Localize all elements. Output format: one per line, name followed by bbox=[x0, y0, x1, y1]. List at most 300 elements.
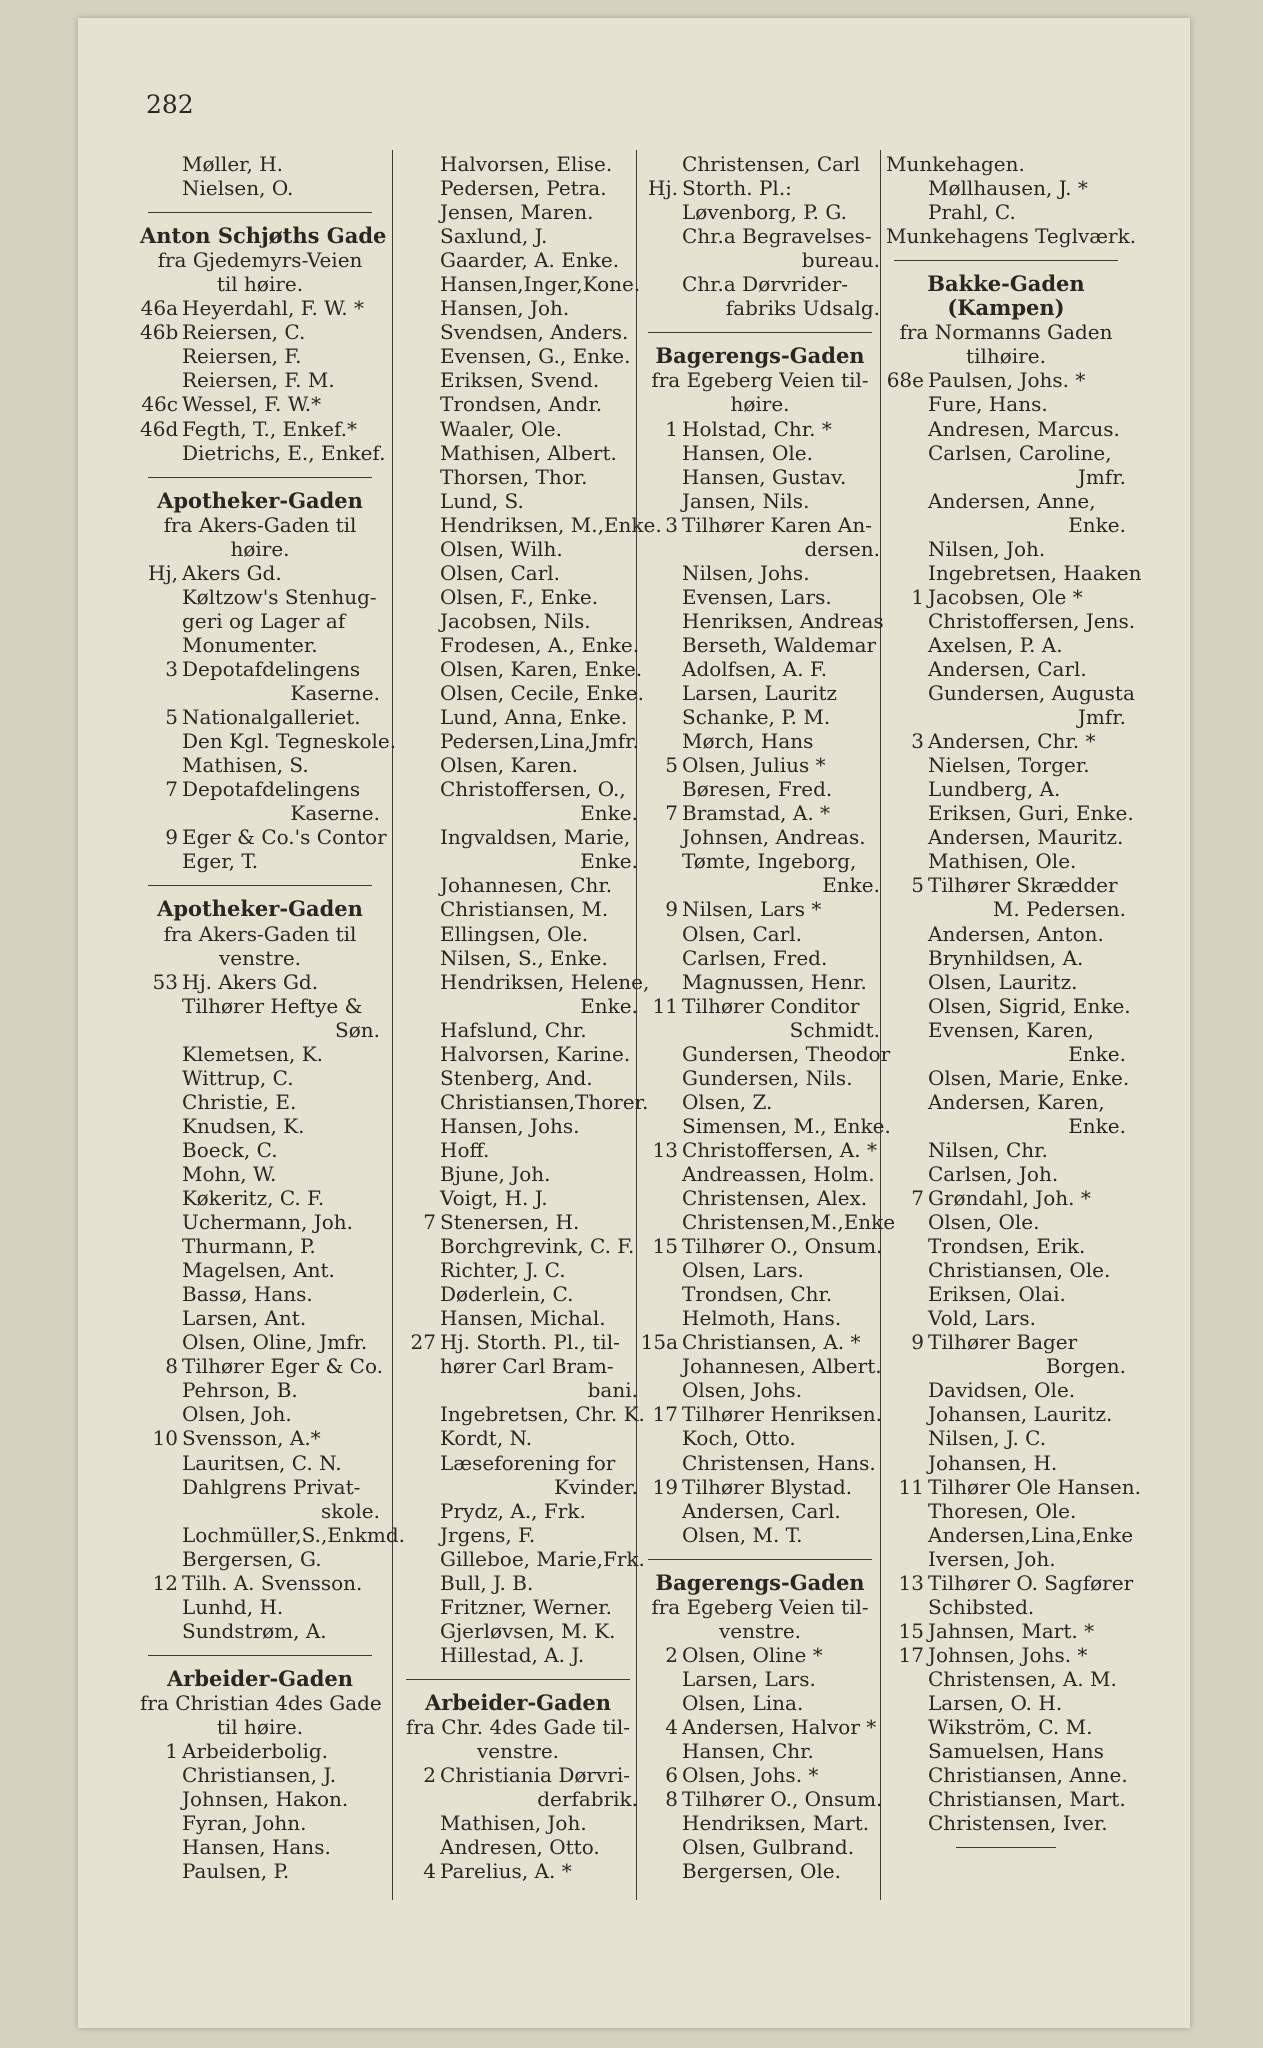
resident-name: Hillestad, A. J. bbox=[440, 1642, 585, 1667]
house-number: 7 bbox=[165, 777, 178, 802]
page-number: 282 bbox=[146, 90, 194, 119]
resident-name: Olsen, Z. bbox=[682, 1089, 773, 1114]
resident-name: Andersen, Chr. * bbox=[928, 729, 1096, 754]
resident-name: Samuelsen, Hans bbox=[928, 1739, 1104, 1764]
resident-name: Eger & Co.'s Contor bbox=[182, 825, 387, 850]
resident-name: Hj. Akers Gd. bbox=[182, 969, 319, 994]
house-number: 15 bbox=[652, 1234, 678, 1259]
street-heading: Arbeider-Gaden bbox=[166, 1665, 354, 1691]
resident-name: Olsen, Karen. bbox=[440, 753, 578, 778]
resident-name: Christoffersen, O., bbox=[440, 777, 626, 802]
section-divider bbox=[640, 320, 880, 344]
resident-name: Dahlgrens Privat- bbox=[182, 1474, 361, 1499]
street-heading: Arbeider-Gaden bbox=[424, 1690, 612, 1715]
house-entry bbox=[398, 1210, 638, 1234]
resident-name: Olsen, Carl. bbox=[440, 560, 561, 585]
resident-name: Chr.a Begravelses- bbox=[682, 224, 872, 249]
entry-continuation: Enke. bbox=[1068, 1113, 1126, 1138]
house-entry bbox=[140, 1571, 380, 1595]
resident-name: Parelius, A. * bbox=[440, 1859, 572, 1884]
resident-name: Hafslund, Chr. bbox=[440, 1017, 587, 1042]
resident-name: Johansen, Lauritz. bbox=[928, 1402, 1113, 1427]
house-entry bbox=[140, 320, 380, 344]
resident-name: Prahl, C. bbox=[928, 200, 1016, 225]
resident-name: Fegth, T., Enkef.* bbox=[182, 416, 358, 441]
street-direction: tilhøire. bbox=[966, 344, 1046, 369]
section-divider bbox=[398, 1667, 638, 1691]
house-number: 8 bbox=[165, 1354, 178, 1379]
resident-name: Hansen, Johs. bbox=[440, 1113, 580, 1138]
resident-name: Larsen, Lars. bbox=[682, 1666, 816, 1691]
resident-name: Berseth, Waldemar bbox=[682, 632, 877, 657]
street-heading: Bagerengs-Gaden bbox=[655, 1569, 865, 1595]
resident-name: Nilsen, Lars * bbox=[682, 897, 822, 922]
house-entry bbox=[640, 897, 880, 921]
entry-continuation: bani. bbox=[587, 1378, 638, 1403]
house-entry bbox=[140, 392, 380, 416]
resident-name: Wittrup, C. bbox=[182, 1065, 294, 1090]
entry-continuation: Enke. bbox=[580, 801, 638, 826]
resident-name: Vold, Lars. bbox=[928, 1306, 1036, 1331]
house-entry bbox=[640, 994, 880, 1018]
house-entry bbox=[398, 1859, 638, 1883]
resident-name: Olsen, Lars. bbox=[682, 1258, 804, 1283]
house-entry bbox=[640, 1402, 880, 1426]
resident-name: Nielsen, Torger. bbox=[928, 753, 1090, 778]
resident-name: Stenersen, H. bbox=[440, 1210, 580, 1235]
resident-name: Lundberg, A. bbox=[928, 777, 1061, 802]
resident-name: Tilhører O. Sagfører bbox=[928, 1570, 1134, 1595]
resident-name: Halvorsen, Elise. bbox=[440, 152, 613, 176]
resident-name: Monumenter. bbox=[182, 632, 318, 657]
resident-name: Olsen, Julius * bbox=[682, 753, 826, 778]
house-entry bbox=[886, 1330, 1126, 1354]
resident-name: Klemetsen, K. bbox=[182, 1041, 324, 1066]
resident-name: Paulsen, Johs. * bbox=[928, 368, 1086, 393]
entry-continuation: Enke. bbox=[1068, 1041, 1126, 1066]
house-entry bbox=[640, 1715, 880, 1739]
resident-name: Wessel, F. W.* bbox=[182, 392, 322, 417]
house-entry bbox=[886, 585, 1126, 609]
resident-name: Heyerdahl, F. W. * bbox=[182, 296, 364, 321]
resident-name: Arbeiderbolig. bbox=[182, 1739, 329, 1764]
resident-name: Bramstad, A. * bbox=[682, 801, 831, 826]
house-number: 3 bbox=[165, 656, 178, 681]
resident-name: Tilhører Ole Hansen. bbox=[928, 1474, 1141, 1499]
resident-name: Andersen, Carl. bbox=[682, 1498, 841, 1523]
resident-name: Olsen, Joh. bbox=[182, 1402, 292, 1427]
resident-name: Richter, J. C. bbox=[440, 1258, 566, 1283]
resident-name: Christiania Dørvri- bbox=[440, 1763, 630, 1788]
entry-continuation: fabriks Udsalg. bbox=[725, 296, 880, 321]
house-number: 5 bbox=[665, 753, 678, 778]
resident-name: Tilhører O., Onsum. bbox=[682, 1234, 883, 1259]
house-number: 68e bbox=[886, 368, 924, 393]
house-number: 3 bbox=[911, 729, 924, 754]
resident-name: Svendsen, Anders. bbox=[440, 320, 629, 345]
resident-name: Andersen, Karen, bbox=[928, 1089, 1105, 1114]
resident-name: Christiansen, J. bbox=[182, 1763, 337, 1788]
section-divider bbox=[140, 873, 380, 897]
entry-continuation: M. Pedersen. bbox=[992, 897, 1126, 922]
resident-name: Evensen, Karen, bbox=[928, 1017, 1094, 1042]
house-number: Hj. bbox=[648, 176, 678, 201]
resident-name: Nilsen, S., Enke. bbox=[440, 945, 608, 970]
entry-continuation: Kvinder. bbox=[554, 1474, 638, 1499]
resident-name: Lunhd, H. bbox=[182, 1594, 284, 1619]
resident-name: Hansen, Joh. bbox=[440, 296, 570, 321]
resident-name: Andersen, Halvor * bbox=[682, 1715, 877, 1740]
resident-name: Helmoth, Hans. bbox=[682, 1306, 842, 1331]
house-number: 6 bbox=[665, 1763, 678, 1788]
resident-name: Fritzner, Werner. bbox=[440, 1594, 612, 1619]
resident-name: Thoresen, Ole. bbox=[928, 1498, 1077, 1523]
resident-name: Tilhører Heftye & bbox=[182, 993, 363, 1018]
house-entry bbox=[640, 1138, 880, 1162]
resident-name: Bergersen, G. bbox=[182, 1546, 322, 1571]
resident-name: Larsen, Ant. bbox=[182, 1306, 307, 1331]
resident-name: Davidsen, Ole. bbox=[928, 1378, 1076, 1403]
street-direction: høire. bbox=[730, 392, 790, 417]
resident-name: Olsen, Cecile, Enke. bbox=[440, 681, 644, 706]
house-entry bbox=[886, 1570, 1134, 1595]
resident-name: Olsen, Oline, Jmfr. bbox=[182, 1330, 368, 1355]
resident-name: Johnsen, Johs. * bbox=[928, 1642, 1088, 1667]
directory-entry: Munkehagens Teglværk. bbox=[886, 224, 1137, 249]
entry-continuation: Kaserne. bbox=[290, 801, 380, 826]
resident-name: Hendriksen, Mart. bbox=[682, 1811, 870, 1836]
resident-name: Olsen, Gulbrand. bbox=[682, 1835, 855, 1860]
resident-name: Jahnsen, Mart. * bbox=[928, 1618, 1095, 1643]
resident-name: Pehrson, B. bbox=[182, 1378, 298, 1403]
house-number: 15a bbox=[640, 1330, 678, 1355]
resident-name: Uchermann, Joh. bbox=[182, 1210, 353, 1235]
directory-column-4 bbox=[886, 152, 1142, 1859]
house-entry bbox=[640, 417, 880, 441]
resident-name: Carlsen, Joh. bbox=[928, 1161, 1059, 1186]
resident-name: Akers Gd. bbox=[182, 560, 282, 585]
street-heading: Apotheker-Gaden bbox=[157, 896, 363, 922]
resident-name: Eriksen, Olai. bbox=[928, 1282, 1066, 1307]
resident-name: Depotafdelingens bbox=[182, 777, 361, 802]
entry-continuation: Kaserne. bbox=[290, 681, 380, 706]
directory-column-3 bbox=[640, 152, 896, 1884]
resident-name: Nielsen, O. bbox=[182, 176, 294, 201]
resident-name: Christoffersen, A. * bbox=[682, 1137, 877, 1162]
house-number: 13 bbox=[898, 1570, 924, 1595]
resident-name: Olsen, Johs. bbox=[682, 1378, 803, 1403]
resident-name: Tilhører Conditor bbox=[682, 993, 860, 1018]
resident-name: Mørch, Hans bbox=[682, 729, 814, 754]
resident-name: Schanke, P. M. bbox=[682, 705, 831, 730]
resident-name: Trondsen, Chr. bbox=[682, 1282, 833, 1307]
resident-name: Evensen, G., Enke. bbox=[440, 344, 631, 369]
resident-name: Gilleboe, Marie,Frk. bbox=[440, 1546, 645, 1571]
resident-name: Olsen, Wilh. bbox=[440, 536, 563, 561]
resident-name: Hansen, Gustav. bbox=[682, 464, 847, 489]
resident-name: Ingvaldsen, Marie, bbox=[440, 825, 631, 850]
resident-name: Døderlein, C. bbox=[440, 1282, 574, 1307]
resident-name: Olsen, Marie, Enke. bbox=[928, 1065, 1130, 1090]
house-number: 8 bbox=[665, 1787, 678, 1812]
resident-name: Carlsen, Fred. bbox=[682, 945, 828, 970]
house-number: 7 bbox=[423, 1210, 436, 1235]
house-number: 46d bbox=[140, 416, 179, 441]
resident-name: Hansen,Inger,Kone. bbox=[440, 272, 641, 297]
resident-name: Tilhører Eger & Co. bbox=[182, 1354, 384, 1379]
house-number: 27 bbox=[410, 1330, 436, 1355]
resident-name: Trondsen, Andr. bbox=[440, 392, 603, 417]
resident-name: Tilhører Blystad. bbox=[682, 1474, 853, 1499]
resident-name: Johnsen, Andreas. bbox=[682, 825, 866, 850]
street-direction: fra Normanns Gaden bbox=[899, 320, 1113, 345]
entry-continuation: Enke. bbox=[822, 873, 880, 898]
entry-continuation: Jmfr. bbox=[1077, 464, 1126, 489]
street-direction: høire. bbox=[230, 536, 290, 561]
entry-continuation: skole. bbox=[320, 1498, 380, 1523]
resident-name: Olsen, Johs. * bbox=[682, 1763, 819, 1788]
house-entry bbox=[140, 777, 380, 801]
resident-name: Halvorsen, Karine. bbox=[440, 1041, 631, 1066]
resident-name: Mathisen, Joh. bbox=[440, 1811, 587, 1836]
house-number: 4 bbox=[665, 1715, 678, 1740]
resident-name: Christiansen, Ole. bbox=[928, 1258, 1111, 1283]
house-entry bbox=[640, 1763, 880, 1787]
resident-name: Adolfsen, A. F. bbox=[682, 656, 828, 681]
resident-name: Trondsen, Erik. bbox=[928, 1234, 1086, 1259]
house-number: 9 bbox=[665, 897, 678, 922]
resident-name: Jansen, Nils. bbox=[682, 488, 810, 513]
resident-name: Andersen, Anne, bbox=[928, 488, 1096, 513]
resident-name: Chr.a Dørvrider- bbox=[682, 272, 849, 297]
resident-name: Hansen, Chr. bbox=[682, 1739, 814, 1764]
street-direction: venstre. bbox=[476, 1739, 560, 1764]
entry-continuation: Schmidt. bbox=[789, 1017, 880, 1042]
resident-name: Christiansen, M. bbox=[440, 897, 609, 922]
resident-name: Christensen,M.,Enke bbox=[682, 1210, 896, 1235]
resident-name: Carlsen, Caroline, bbox=[928, 440, 1112, 465]
house-number: 2 bbox=[665, 1642, 678, 1667]
street-heading: Anton Schjøths Gade bbox=[140, 223, 387, 249]
house-number: 10 bbox=[152, 1426, 178, 1451]
resident-name: Jrgens, F. bbox=[440, 1522, 536, 1547]
house-entry bbox=[886, 1619, 1126, 1643]
entry-continuation: Enke. bbox=[580, 849, 638, 874]
resident-name: Børesen, Fred. bbox=[682, 777, 833, 802]
house-entry bbox=[640, 1330, 880, 1354]
resident-name: Storth. Pl.: bbox=[682, 176, 792, 201]
house-entry bbox=[640, 753, 880, 777]
resident-name: Christoffersen, Jens. bbox=[928, 608, 1136, 633]
resident-name: Møller, H. bbox=[182, 152, 284, 176]
resident-name: Gaarder, A. Enke. bbox=[440, 248, 620, 273]
resident-name: Frodesen, A., Enke. bbox=[440, 632, 640, 657]
entry-continuation: Borgen. bbox=[1045, 1354, 1126, 1379]
street-direction: fra Christian 4des Gade bbox=[140, 1691, 382, 1715]
house-number: 46c bbox=[141, 392, 178, 417]
resident-name: Hansen, Hans. bbox=[182, 1835, 331, 1860]
resident-name: Christensen, Iver. bbox=[928, 1811, 1108, 1836]
house-number: 17 bbox=[652, 1402, 678, 1427]
street-direction: fra Akers-Gaden til bbox=[163, 921, 357, 946]
resident-name: Gundersen, Augusta bbox=[928, 681, 1135, 706]
house-entry bbox=[640, 801, 880, 825]
resident-name: Jacobsen, Ole * bbox=[928, 584, 1083, 609]
resident-name: Bjune, Joh. bbox=[440, 1161, 551, 1186]
resident-name: Tilhører O., Onsum. bbox=[682, 1787, 883, 1812]
column-rule bbox=[880, 150, 881, 1900]
resident-name: Jensen, Maren. bbox=[440, 200, 594, 225]
resident-name: Christiansen, Anne. bbox=[928, 1763, 1128, 1788]
resident-name: Christensen, Alex. bbox=[682, 1186, 868, 1211]
street-direction: fra Egeberg Veien til- bbox=[651, 368, 869, 393]
resident-name: Møllhausen, J. * bbox=[928, 176, 1088, 201]
resident-name: Andreassen, Holm. bbox=[682, 1161, 875, 1186]
resident-name: Ingebretsen, Chr. K. bbox=[440, 1402, 645, 1427]
section-divider bbox=[140, 200, 380, 224]
resident-name: Eriksen, Svend. bbox=[440, 368, 600, 393]
street-direction: venstre. bbox=[718, 1618, 802, 1643]
resident-name: Christiansen,Thorer. bbox=[440, 1089, 649, 1114]
street-direction: fra Chr. 4des Gade til- bbox=[406, 1715, 630, 1740]
resident-name: hører Carl Bram- bbox=[440, 1354, 614, 1379]
directory-entry: Munkehagen. bbox=[886, 152, 1025, 176]
resident-name: Dietrichs, E., Enkef. bbox=[182, 440, 386, 465]
entry-continuation: Søn. bbox=[335, 1017, 380, 1042]
resident-name: Larsen, Lauritz bbox=[682, 681, 838, 706]
resident-name: Hendriksen, M.,Enke. bbox=[440, 512, 662, 537]
house-entry bbox=[140, 561, 380, 585]
entry-continuation: Jmfr. bbox=[1077, 705, 1126, 730]
street-direction: fra Gjedemyrs-Veien bbox=[157, 248, 363, 273]
house-entry bbox=[640, 513, 880, 537]
column-rule bbox=[392, 150, 393, 1900]
house-entry bbox=[640, 1475, 880, 1499]
house-number: 19 bbox=[652, 1474, 678, 1499]
street-heading: Apotheker-Gaden bbox=[157, 487, 363, 513]
house-number: 1 bbox=[911, 584, 924, 609]
resident-name: Olsen, Oline * bbox=[682, 1642, 823, 1667]
resident-name: Nilsen, Chr. bbox=[928, 1137, 1048, 1162]
resident-name: Prydz, A., Frk. bbox=[440, 1498, 586, 1523]
resident-name: Johansen, H. bbox=[928, 1450, 1058, 1475]
resident-name: Lund, S. bbox=[440, 488, 524, 513]
resident-name: Bergersen, Ole. bbox=[682, 1859, 841, 1884]
resident-name: Tilhører Henriksen. bbox=[682, 1402, 882, 1427]
resident-name: Tilhører Skrædder bbox=[928, 873, 1118, 898]
section-divider bbox=[140, 465, 380, 489]
house-entry bbox=[398, 1763, 638, 1787]
resident-name: Boeck, C. bbox=[182, 1137, 278, 1162]
house-entry bbox=[140, 657, 380, 681]
resident-name: Henriksen, Andreas bbox=[682, 608, 884, 633]
street-heading: Bakke-Gaden bbox=[927, 271, 1085, 297]
resident-name: Johannesen, Chr. bbox=[440, 873, 613, 898]
section-divider bbox=[140, 1643, 380, 1667]
resident-name: Christie, E. bbox=[182, 1089, 297, 1114]
resident-name: Tømte, Ingeborg, bbox=[682, 849, 857, 874]
section-divider bbox=[640, 1547, 880, 1571]
resident-name: Johannesen, Albert. bbox=[682, 1354, 882, 1379]
resident-name: Køkeritz, C. F. bbox=[182, 1186, 325, 1211]
house-number: 2 bbox=[423, 1763, 436, 1788]
resident-name: Iversen, Joh. bbox=[928, 1546, 1056, 1571]
house-number: 13 bbox=[652, 1137, 678, 1162]
house-number: 9 bbox=[911, 1330, 924, 1355]
resident-name: Nilsen, Joh. bbox=[928, 536, 1046, 561]
resident-name: Johnsen, Hakon. bbox=[182, 1787, 349, 1812]
resident-name: Den Kgl. Tegneskole. bbox=[182, 729, 397, 754]
house-number: 46a bbox=[140, 296, 178, 321]
resident-name: Christiansen, Mart. bbox=[928, 1787, 1126, 1812]
resident-name: Køltzow's Stenhug- bbox=[182, 584, 377, 609]
resident-name: Gundersen, Theodor bbox=[682, 1041, 891, 1066]
house-entry bbox=[140, 1426, 380, 1450]
resident-name: Nilsen, Johs. bbox=[682, 560, 810, 585]
house-number: 4 bbox=[423, 1859, 436, 1884]
resident-name: Christensen, Carl bbox=[682, 152, 861, 176]
resident-name: Thorsen, Thor. bbox=[440, 464, 588, 489]
resident-name: Andresen, Marcus. bbox=[928, 416, 1120, 441]
resident-name: Saxlund, J. bbox=[440, 224, 548, 249]
resident-name: Waaler, Ole. bbox=[440, 416, 562, 441]
resident-name: Andersen, Anton. bbox=[928, 921, 1104, 946]
resident-name: Lund, Anna, Enke. bbox=[440, 705, 628, 730]
resident-name: Hansen, Michal. bbox=[440, 1306, 606, 1331]
resident-name: Læseforening for bbox=[440, 1450, 616, 1475]
resident-name: Hj. Storth. Pl., til- bbox=[440, 1330, 620, 1355]
resident-name: Sundstrøm, A. bbox=[182, 1618, 327, 1643]
street-heading: Bagerengs-Gaden bbox=[655, 343, 865, 369]
resident-name: Nationalgalleriet. bbox=[182, 705, 361, 730]
resident-name: Andresen, Otto. bbox=[440, 1835, 600, 1860]
street-direction: venstre. bbox=[218, 945, 302, 970]
resident-name: Olsen, Lina. bbox=[682, 1691, 804, 1715]
house-entry bbox=[140, 1354, 384, 1379]
house-entry bbox=[140, 970, 380, 994]
house-entry bbox=[640, 176, 880, 200]
resident-name: Olsen, M. T. bbox=[682, 1522, 803, 1547]
house-number: 1 bbox=[665, 416, 678, 441]
resident-name: Bull, J. B. bbox=[440, 1570, 534, 1595]
resident-name: Mathisen, Ole. bbox=[928, 849, 1077, 874]
street-direction: fra Akers-Gaden til bbox=[163, 512, 357, 537]
street-direction: fra Egeberg Veien til- bbox=[651, 1594, 869, 1619]
resident-name: Schibsted. bbox=[928, 1594, 1035, 1619]
resident-name: Olsen, F., Enke. bbox=[440, 584, 599, 609]
house-entry bbox=[640, 1787, 883, 1812]
resident-name: Olsen, Sigrid, Enke. bbox=[928, 993, 1131, 1018]
house-number: 1 bbox=[165, 1739, 178, 1764]
house-number: 53 bbox=[152, 969, 178, 994]
resident-name: Christensen, Hans. bbox=[682, 1450, 876, 1475]
house-number: 15 bbox=[898, 1618, 924, 1643]
resident-name: Mathisen, Albert. bbox=[440, 440, 617, 465]
resident-name: Løvenborg, P. G. bbox=[682, 200, 847, 225]
resident-name: Wikström, C. M. bbox=[928, 1715, 1093, 1740]
resident-name: Lochmüller,S.,Enkmd. bbox=[182, 1522, 406, 1547]
resident-name: Brynhildsen, A. bbox=[928, 945, 1084, 970]
resident-name: Christiansen, A. * bbox=[682, 1330, 861, 1355]
house-entry bbox=[886, 1643, 1126, 1667]
resident-name: Kordt, N. bbox=[440, 1426, 533, 1451]
resident-name: Knudsen, K. bbox=[182, 1113, 305, 1138]
resident-name: Thurmann, P. bbox=[182, 1234, 316, 1259]
resident-name: Jacobsen, Nils. bbox=[440, 608, 591, 633]
resident-name: Eriksen, Guri, Enke. bbox=[928, 801, 1134, 826]
house-number: 12 bbox=[152, 1570, 178, 1595]
resident-name: Voigt, H. J. bbox=[440, 1186, 548, 1211]
